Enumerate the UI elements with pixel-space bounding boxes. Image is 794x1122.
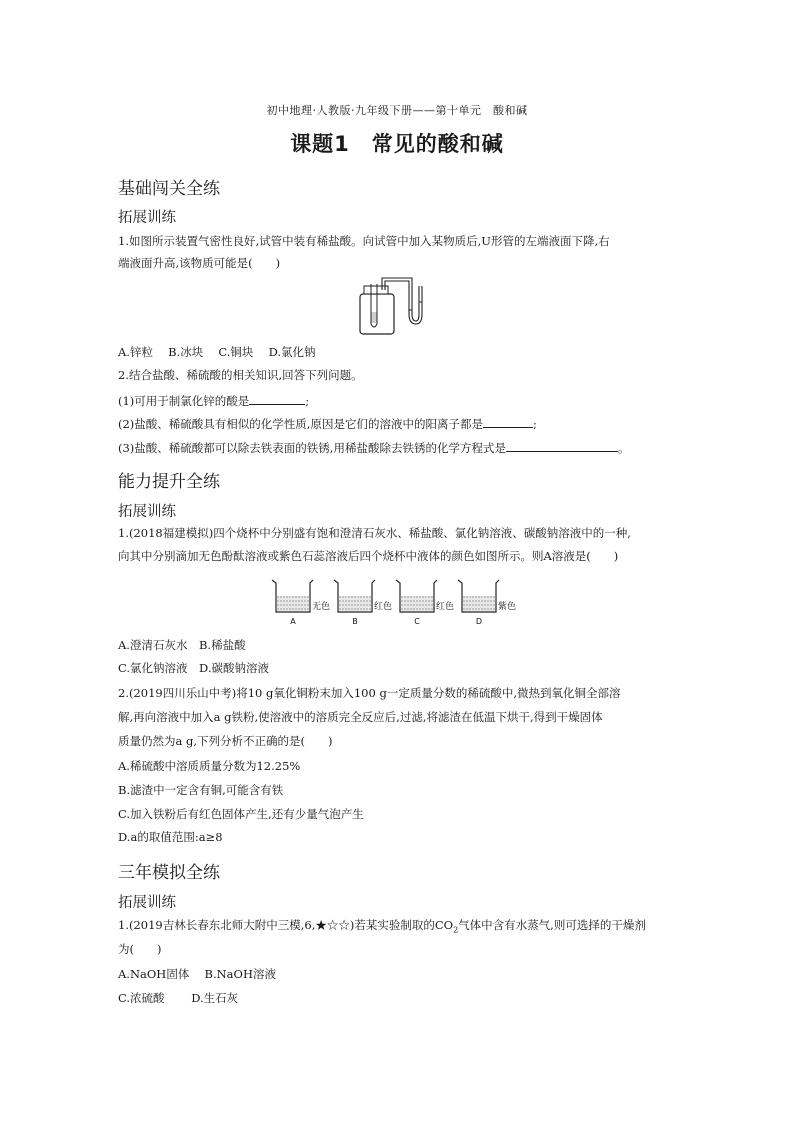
beaker-letter: D	[475, 617, 483, 626]
answer-blank-1[interactable]	[249, 392, 305, 405]
beaker-C	[396, 580, 454, 626]
u-tube-apparatus-figure	[352, 272, 444, 338]
b-q2-part3-text: (3)盐酸、稀硫酸都可以除去铁表面的铁锈,用稀盐酸除去铁锈的化学方程式是	[118, 441, 506, 455]
beaker-A	[272, 580, 330, 626]
b-q2-part3	[118, 439, 629, 456]
subheading-extension-2: 拓展训练	[118, 504, 176, 520]
b-q2-part2-text: (2)盐酸、稀硫酸具有相似的化学性质,原因是它们的溶液中的阳离子都是	[118, 417, 483, 431]
t-q1-line1	[118, 918, 646, 937]
n-q1-options-cd: C.氯化钠溶液 D.碳酸钠溶液	[118, 661, 270, 675]
b-q2-part1	[118, 392, 309, 409]
n-q1-options-ab: A.澄清石灰水 B.稀盐酸	[118, 638, 246, 652]
answer-blank-3[interactable]	[506, 439, 618, 452]
n-q2-line2: 解,再向溶液中加入a g铁粉,使溶液中的溶质完全反应后,过滤,将滤渣在低温下烘干,得到干燥固体	[118, 710, 603, 724]
answer-blank-2[interactable]	[483, 415, 533, 428]
t-q1-line2: 为( )	[118, 942, 162, 956]
n-q2-option-b: B.滤渣中一定含有铜,可能含有铁	[118, 783, 284, 797]
n-q2-option-d: D.a的取值范围:a≥8	[118, 830, 223, 844]
subheading-extension-3: 拓展训练	[118, 895, 176, 911]
n-q2-option-a: A.稀硫酸中溶质质量分数为12.25%	[118, 759, 301, 773]
b-q1-options: A.锌粒 B.冰块 C.铜块 D.氯化钠	[118, 345, 316, 359]
beaker-color-label: 紫色	[498, 602, 517, 612]
b-q2-part2-end: ;	[532, 417, 537, 431]
b-q1-line2: 端液面升高,该物质可能是( )	[118, 256, 281, 270]
b-q2-stem: 2.结合盐酸、稀硫酸的相关知识,回答下列问题。	[118, 368, 363, 382]
section-heading-basic: 基础闯关全练	[118, 179, 220, 199]
beaker-color-label: 红色	[436, 602, 455, 612]
n-q1-line2: 向其中分别滴加无色酚酞溶液或紫色石蕊溶液后四个烧杯中液体的颜色如图所示。则A溶液是( )	[118, 549, 619, 563]
beaker-color-label: 无色	[312, 602, 331, 612]
subheading-extension-1: 拓展训练	[118, 210, 176, 226]
b-q1-line1: 1.如图所示装置气密性良好,试管中装有稀盐酸。向试管中加入某物质后,U形管的左端液面下降,右	[118, 234, 610, 248]
section-heading-ability: 能力提升全练	[118, 472, 220, 492]
n-q1-line1: 1.(2018福建模拟)四个烧杯中分别盛有饱和澄清石灰水、稀盐酸、氯化钠溶液、碳酸钠溶液中的一种,	[118, 526, 631, 540]
beaker-B	[334, 580, 392, 626]
t-q1-subscript: 2	[453, 925, 459, 935]
t-q1-line1-b: 气体中含有水蒸气,则可选择的干燥剂	[458, 918, 646, 932]
t-q1-options-cd: C.浓硫酸 D.生石灰	[118, 991, 239, 1005]
n-q2-line1: 2.(2019四川乐山中考)将10 g氧化铜粉末加入100 g一定质量分数的稀硫酸中,微热到氧化铜全部溶	[118, 686, 621, 700]
b-q2-part1-end: ;	[305, 394, 310, 408]
page-title: 课题1 常见的酸和碱	[290, 132, 504, 156]
t-q1-options-ab: A.NaOH固体 B.NaOH溶液	[118, 967, 276, 981]
b-q2-part3-end: 。	[617, 441, 630, 455]
beaker-letter: A	[290, 617, 296, 626]
beaker-color-label: 红色	[374, 602, 393, 612]
n-q2-option-c: C.加入铁粉后有红色固体产生,还有少量气泡产生	[118, 807, 364, 821]
b-q2-part2	[118, 415, 537, 432]
section-heading-three-year: 三年模拟全练	[118, 863, 220, 883]
beakers-figure	[270, 576, 517, 628]
beaker-D	[458, 580, 516, 626]
page-header-breadcrumb: 初中地理·人教版·九年级下册——第十单元 酸和碱	[266, 104, 528, 117]
t-q1-line1-a: 1.(2019吉林长春东北师大附中三模,6,★☆☆)若某实验制取的CO	[118, 918, 454, 932]
beaker-letter: B	[352, 617, 358, 626]
b-q2-part1-text: (1)可用于制氯化锌的酸是	[118, 394, 250, 408]
n-q2-line3: 质量仍然为a g,下列分析不正确的是( )	[118, 734, 333, 748]
beaker-letter: C	[414, 617, 420, 626]
